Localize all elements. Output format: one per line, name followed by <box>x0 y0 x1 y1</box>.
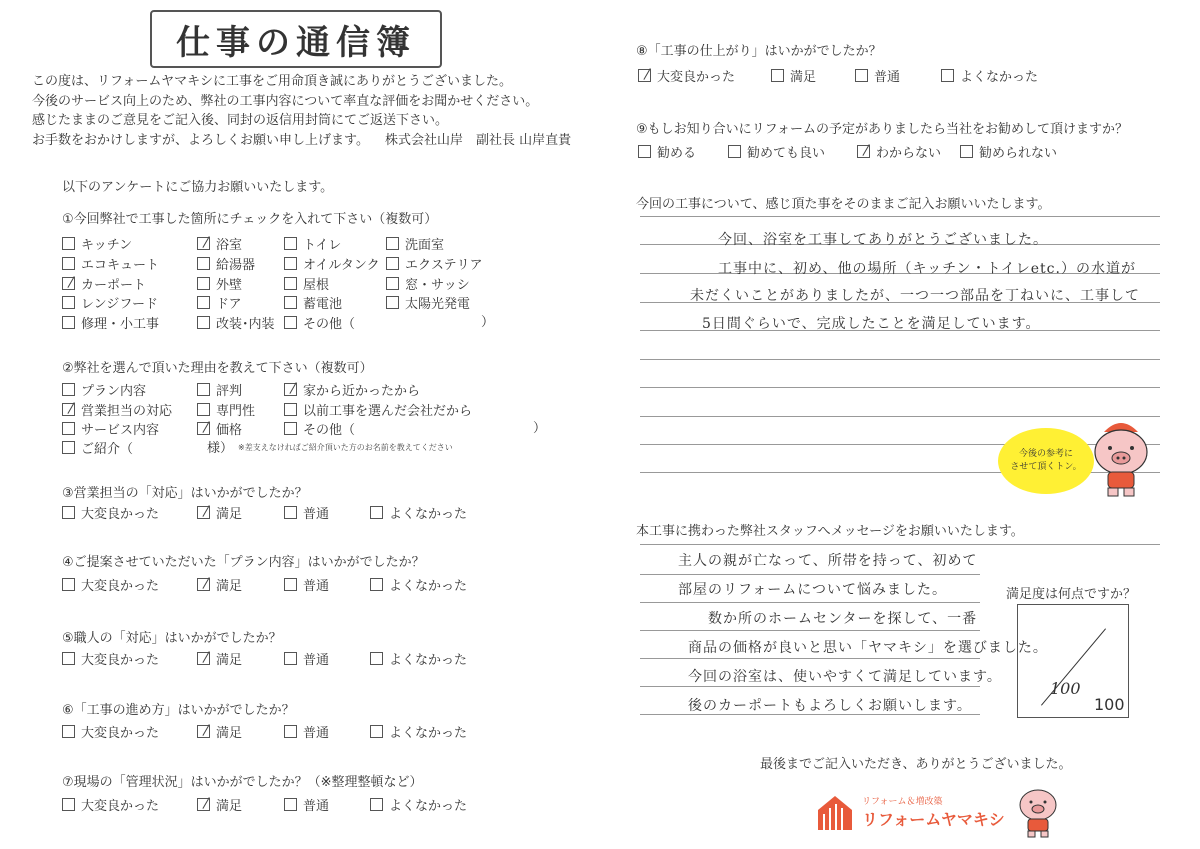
page-title: 仕事の通信簿 <box>176 22 416 63</box>
checkbox[interactable] <box>960 145 973 158</box>
pig-mascot-icon <box>1086 416 1156 498</box>
option-label: 大変良かった <box>81 579 160 594</box>
q2-option[interactable] <box>284 380 420 399</box>
q1-other-close: ） <box>481 315 495 330</box>
option-label: レンジフード <box>81 297 158 312</box>
checkbox[interactable] <box>386 237 399 250</box>
q9-option[interactable] <box>638 142 696 161</box>
checkbox[interactable] <box>62 237 75 250</box>
q1-option[interactable] <box>284 254 380 273</box>
q7-option[interactable] <box>197 795 242 814</box>
pig-logo-icon <box>1015 785 1061 839</box>
option-label: 以前工事を選んだ会社だから <box>303 404 473 419</box>
q7-option[interactable] <box>62 795 159 814</box>
q4-option[interactable] <box>62 575 159 594</box>
checkbox[interactable] <box>62 725 75 738</box>
q1-option[interactable] <box>197 313 275 332</box>
option-label: よくなかった <box>389 726 468 741</box>
company-logo <box>816 785 1061 839</box>
option-label: 満足 <box>216 726 243 741</box>
signature: 株式会社山岸 副社長 山岸直貴 <box>384 132 572 148</box>
option-label: よくなかった <box>389 579 468 594</box>
checkbox[interactable] <box>62 257 75 270</box>
option-label: 浴室 <box>216 238 243 253</box>
option-label: 普通 <box>303 799 330 814</box>
q7-title: ⑦現場の「管理状況」はいかがでしたか？（※整理整頓など） <box>62 775 423 790</box>
score-value: 100 <box>1050 679 1081 698</box>
q1-option[interactable] <box>62 234 132 253</box>
checkbox[interactable] <box>197 422 210 435</box>
option-label: 普通 <box>303 579 330 594</box>
q1-option[interactable] <box>197 254 255 273</box>
q6-option[interactable] <box>284 722 329 741</box>
checkbox[interactable] <box>284 237 297 250</box>
q8-title: ⑧「工事の仕上がり」はいかがでしたか？ <box>636 44 882 59</box>
option-label: その他（ <box>303 423 356 438</box>
message-line: 商品の価格が良いと思い「ヤマキシ」を選びました。 <box>688 640 1048 656</box>
comment-line: 5日間ぐらいで、完成したことを満足しています。 <box>702 316 1041 332</box>
checkbox[interactable] <box>284 798 297 811</box>
q2-option[interactable] <box>62 419 159 438</box>
option-label: 大変良かった <box>81 799 160 814</box>
q1-option[interactable] <box>386 254 483 273</box>
q1-option[interactable] <box>62 254 159 273</box>
checkbox[interactable] <box>284 257 297 270</box>
house-logo-icon <box>816 792 854 832</box>
option-label: 洗面室 <box>405 238 445 253</box>
q1-option[interactable] <box>62 293 158 312</box>
option-label: エコキュート <box>81 258 160 273</box>
checkbox[interactable] <box>284 652 297 665</box>
checkbox[interactable] <box>197 578 210 591</box>
q8-option[interactable] <box>638 66 735 85</box>
option-label: 普通 <box>303 507 330 522</box>
q6-option[interactable] <box>197 722 242 741</box>
option-label: 修理・小工事 <box>81 317 160 332</box>
option-label: トイレ <box>303 238 342 253</box>
q1-title: ①今回弊社で工事した箇所にチェックを入れて下さい（複数可） <box>62 212 438 227</box>
option-label: 満足 <box>216 507 243 522</box>
intro-line: 今後のサービス向上のため、弊社の工事内容について率直な評価をお聞かせください。 <box>32 93 539 109</box>
checkbox[interactable] <box>62 403 75 416</box>
checkbox[interactable] <box>197 725 210 738</box>
q1-option[interactable] <box>197 293 242 312</box>
message-line: 主人の親が亡なって、所帯を持って、初めて <box>678 553 978 569</box>
q5-title: ⑤職人の「対応」はいかがでしたか？ <box>62 631 282 646</box>
q2-option[interactable] <box>62 380 146 399</box>
option-label: 外壁 <box>216 278 243 293</box>
option-label: 大変良かった <box>81 507 160 522</box>
option-label: 大変良かった <box>81 653 160 668</box>
q2-option[interactable] <box>284 419 355 438</box>
intro-line: この度は、リフォームヤマキシに工事をご用命頂き誠にありがとうございました。 <box>32 74 512 89</box>
score-label: 満足度は何点ですか？ <box>1006 587 1137 602</box>
speech-bubble <box>998 428 1094 494</box>
option-label: 普通 <box>874 70 901 85</box>
q5-option[interactable] <box>284 649 329 668</box>
option-label: 窓・サッシ <box>405 278 470 293</box>
checkbox[interactable] <box>62 798 75 811</box>
title-box <box>150 10 442 68</box>
checkbox[interactable] <box>284 277 297 290</box>
option-label: 普通 <box>303 653 330 668</box>
q2-other-close: ） <box>533 421 547 436</box>
option-label: オイルタンク <box>303 258 380 273</box>
q3-option[interactable] <box>197 503 242 522</box>
option-label: 満足 <box>216 579 243 594</box>
checkbox[interactable] <box>386 277 399 290</box>
option-label: わからない <box>876 146 942 161</box>
q1-option[interactable] <box>197 234 242 253</box>
checkbox[interactable] <box>62 383 75 396</box>
checkbox[interactable] <box>370 725 383 738</box>
option-label: ドア <box>216 297 242 312</box>
option-label: 価格 <box>216 423 243 438</box>
q5-option[interactable] <box>370 649 467 668</box>
score-box[interactable] <box>1017 604 1129 718</box>
option-label: プラン内容 <box>81 384 147 399</box>
checkbox[interactable] <box>62 296 75 309</box>
q8-option[interactable] <box>941 66 1038 85</box>
q2-option[interactable] <box>284 400 472 419</box>
q6-option[interactable] <box>62 722 159 741</box>
q2-option[interactable] <box>197 400 255 419</box>
q4-option[interactable] <box>284 575 329 594</box>
q5-option[interactable] <box>62 649 159 668</box>
checkbox[interactable] <box>857 145 870 158</box>
option-label: 給湯器 <box>216 258 256 273</box>
q6-title: ⑥「工事の進め方」はいかがでしたか？ <box>62 703 295 718</box>
checkbox[interactable] <box>62 422 75 435</box>
survey-intro: 以下のアンケートにご協力お願いいたします。 <box>62 180 334 195</box>
q1-option[interactable] <box>386 293 470 312</box>
checkbox[interactable] <box>62 578 75 591</box>
q8-option[interactable] <box>771 66 816 85</box>
checkbox[interactable] <box>370 578 383 591</box>
q7-option[interactable] <box>370 795 467 814</box>
option-label: 満足 <box>216 799 243 814</box>
checkbox[interactable] <box>62 316 75 329</box>
score-max: 100 <box>1094 695 1125 714</box>
option-label: サービス内容 <box>81 423 160 438</box>
q1-option[interactable] <box>284 234 341 253</box>
option-label: 勧められない <box>979 146 1058 161</box>
checkbox[interactable] <box>62 652 75 665</box>
option-label: 満足 <box>790 70 817 85</box>
option-label: よくなかった <box>960 70 1039 85</box>
q9-option[interactable] <box>857 142 941 161</box>
q3-option[interactable] <box>284 503 329 522</box>
checkbox[interactable] <box>197 277 210 290</box>
checkbox[interactable] <box>284 725 297 738</box>
q1-option[interactable] <box>386 274 470 293</box>
checkbox[interactable] <box>284 578 297 591</box>
checkbox[interactable] <box>370 652 383 665</box>
message-title: 本工事に携わった弊社スタッフへメッセージをお願いいたします。 <box>636 524 1024 539</box>
q2-option[interactable] <box>62 438 133 457</box>
checkbox[interactable] <box>197 403 210 416</box>
checkbox[interactable] <box>197 257 210 270</box>
checkbox[interactable] <box>197 798 210 811</box>
q2-option[interactable] <box>197 380 242 399</box>
checkbox[interactable] <box>197 383 210 396</box>
q1-option[interactable] <box>284 313 355 332</box>
q8-option[interactable] <box>855 66 900 85</box>
q9-option[interactable] <box>960 142 1057 161</box>
logo-name: リフォームヤマキシ <box>862 810 1005 829</box>
option-label: 勧める <box>657 146 697 161</box>
checkbox[interactable] <box>771 69 784 82</box>
comment-line: 今回、浴室を工事してありがとうございました。 <box>718 232 1048 248</box>
checkbox[interactable] <box>284 316 297 329</box>
q9-title: ⑨もしお知り合いにリフォームの予定がありましたら当社をお勧めして頂けますか？ <box>636 122 1129 137</box>
checkbox[interactable] <box>370 506 383 519</box>
option-label: 家から近かったから <box>303 384 421 399</box>
option-label: 蓄電池 <box>303 297 343 312</box>
option-label: 勧めても良い <box>747 146 826 161</box>
option-label: 専門性 <box>216 404 256 419</box>
message-line: 部屋のリフォームについて悩みました。 <box>678 582 948 598</box>
q1-option[interactable] <box>284 293 342 312</box>
option-label: 評判 <box>216 384 243 399</box>
checkbox[interactable] <box>62 441 75 454</box>
checkbox[interactable] <box>370 798 383 811</box>
option-label: ご紹介（ <box>81 442 134 457</box>
q3-title: ③営業担当の「対応」はいかがでしたか？ <box>62 486 308 501</box>
checkbox[interactable] <box>638 69 651 82</box>
option-label: 屋根 <box>303 278 330 293</box>
checkbox[interactable] <box>728 145 741 158</box>
q2-option[interactable] <box>197 419 242 438</box>
checkbox[interactable] <box>941 69 954 82</box>
option-label: 営業担当の対応 <box>81 404 173 419</box>
q4-option[interactable] <box>197 575 242 594</box>
comment-line: 工事中に、初め、他の場所（キッチン・トイレetc.）の水道が <box>718 261 1136 277</box>
option-label: よくなかった <box>389 799 468 814</box>
message-line: 数か所のホームセンターを探して、一番 <box>708 611 978 627</box>
q3-option[interactable] <box>370 503 467 522</box>
q2-option[interactable] <box>62 400 172 419</box>
q2-note: ※差支えなければご紹介頂いた方のお名前を教えてください <box>238 443 453 452</box>
intro-line: お手数をおかけしますが、よろしくお願い申し上げます。 株式会社山岸 副社長 山岸直貴 <box>32 132 572 148</box>
comment-line: 未だくいことがありましたが、一つ一つ部品を丁ねいに、工事して <box>690 288 1140 304</box>
q1-option[interactable] <box>284 274 329 293</box>
q3-option[interactable] <box>62 503 159 522</box>
option-label: 普通 <box>303 726 330 741</box>
option-label: 満足 <box>216 653 243 668</box>
checkbox[interactable] <box>197 237 210 250</box>
checkbox[interactable] <box>284 383 297 396</box>
message-line: 今回の浴室は、使いやすくて満足しています。 <box>688 669 1002 685</box>
logo-subtitle: リフォーム＆増改築 <box>862 797 943 807</box>
checkbox[interactable] <box>197 296 210 309</box>
option-label: よくなかった <box>389 653 468 668</box>
option-label: カーポート <box>81 278 147 293</box>
q5-option[interactable] <box>197 649 242 668</box>
checkbox[interactable] <box>386 296 399 309</box>
checkbox[interactable] <box>197 316 210 329</box>
checkbox[interactable] <box>284 296 297 309</box>
checkbox[interactable] <box>62 506 75 519</box>
q1-option[interactable] <box>197 274 242 293</box>
q1-option[interactable] <box>62 274 146 293</box>
q2-title: ②弊社を選んで頂いた理由を教えて下さい（複数可） <box>62 361 373 376</box>
q1-option[interactable] <box>62 313 159 332</box>
speech-bubble-text: 今後の参考に させて頂くトン。 <box>1010 449 1082 472</box>
option-label: キッチン <box>81 238 133 253</box>
checkbox[interactable] <box>197 506 210 519</box>
option-label: よくなかった <box>389 507 468 522</box>
q2-intro-suffix: 様） <box>207 441 234 456</box>
checkbox[interactable] <box>197 652 210 665</box>
q4-title: ④ご提案させていただいた「プラン内容」はいかがでしたか？ <box>62 555 425 570</box>
option-label: エクステリア <box>405 258 483 273</box>
checkbox[interactable] <box>638 145 651 158</box>
option-label: 太陽光発電 <box>405 297 471 312</box>
checkbox[interactable] <box>855 69 868 82</box>
q6-option[interactable] <box>370 722 467 741</box>
intro-line: 感じたままのご意見をご記入後、同封の返信用封筒にてご返送下さい。 <box>32 113 449 128</box>
option-label: 改装･内装 <box>216 317 275 332</box>
q1-option[interactable] <box>386 234 444 253</box>
option-label: その他（ <box>303 317 356 332</box>
checkbox[interactable] <box>386 257 399 270</box>
comment-title: 今回の工事について、感じ頂た事をそのままご記入お願いいたします。 <box>636 197 1051 212</box>
checkbox[interactable] <box>284 506 297 519</box>
q7-option[interactable] <box>284 795 329 814</box>
checkbox[interactable] <box>284 403 297 416</box>
checkbox[interactable] <box>284 422 297 435</box>
checkbox[interactable] <box>62 277 75 290</box>
thanks-text: 最後までご記入いただき、ありがとうございました。 <box>760 757 1072 772</box>
intro-text <box>32 72 592 150</box>
q4-option[interactable] <box>370 575 467 594</box>
option-label: 大変良かった <box>81 726 160 741</box>
q9-option[interactable] <box>728 142 825 161</box>
option-label: 大変良かった <box>657 70 736 85</box>
message-line: 後のカーポートもよろしくお願いします。 <box>688 698 972 714</box>
